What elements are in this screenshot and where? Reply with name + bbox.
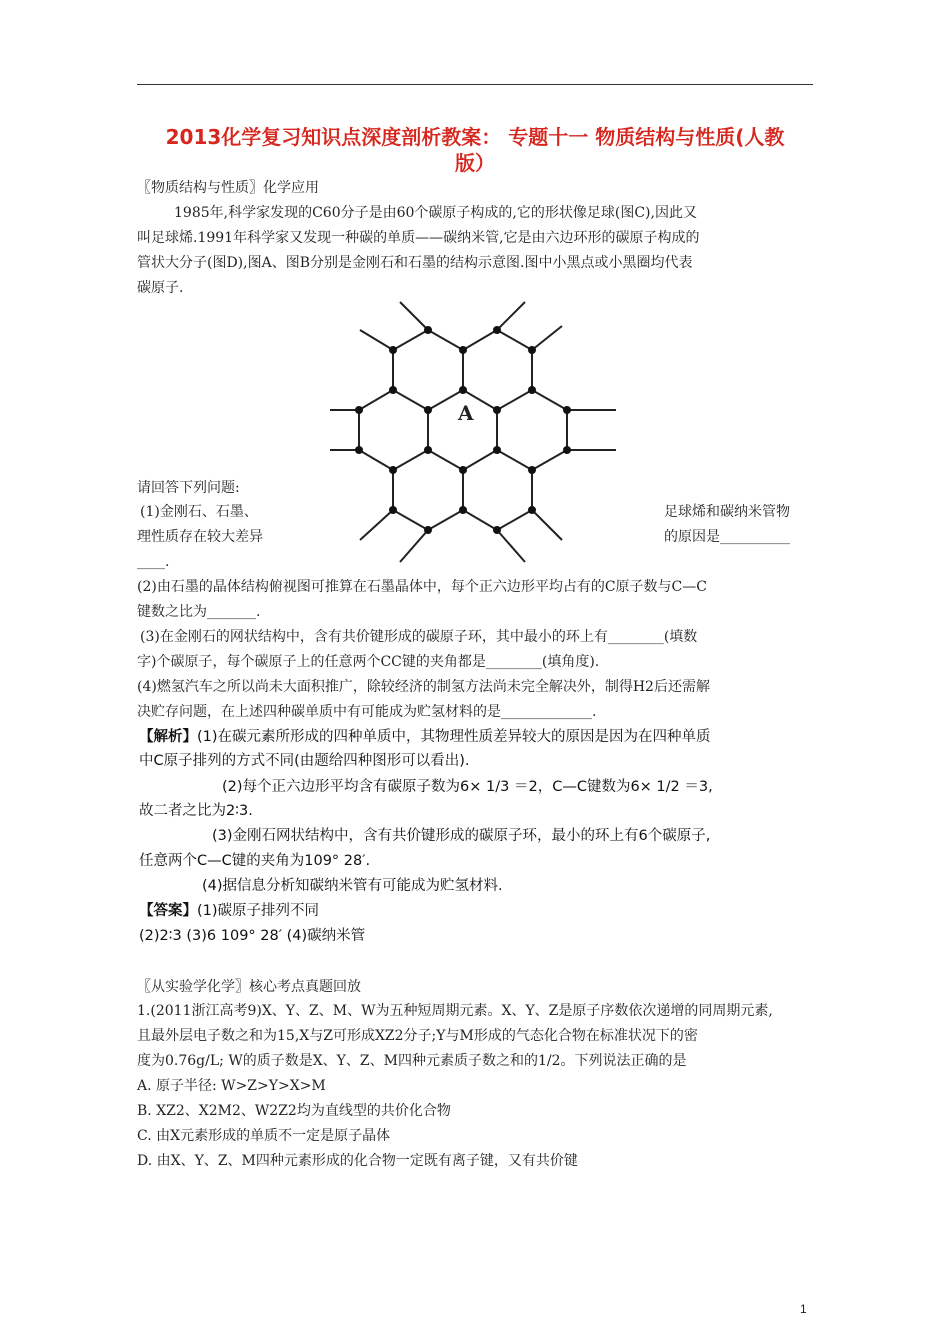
bond-line [497, 450, 532, 470]
analysis-line-2: 中C原子排列的方式不同(由题给四种图形可以看出). [139, 753, 470, 769]
carbon-atom [459, 506, 467, 514]
option-c: C. 由X元素形成的单质不一定是原子晶体 [137, 1128, 391, 1144]
problem-line-2: 且最外层电子数之和为15,X与Z可形成XZ2分子;Y与M形成的气态化合物在标准状况下的密 [137, 1028, 698, 1044]
intro-line-3: 管状大分子(图D),图A、图B分别是金刚石和石墨的结构示意图.图中小黑点或小黑圈均代表 [137, 255, 693, 271]
option-b: B. XZ2、X2M2、W2Z2均为直线型的共价化合物 [137, 1103, 451, 1119]
q1-right-a: 足球烯和碳纳米管物 [664, 504, 790, 520]
intro-line-2: 叫足球烯.1991年科学家又发现一种碳的单质——碳纳米管,它是由六边环形的碳原子构成的 [137, 230, 700, 246]
option-d: D. 由X、Y、Z、M四种元素形成的化合物一定既有离子键，又有共价键 [137, 1153, 578, 1169]
problem-line-1: 1.(2011浙江高考9)X、Y、Z、M、W为五种短周期元素。X、Y、Z是原子序数依次递增的同周期元素, [137, 1003, 773, 1019]
carbon-atom [493, 326, 501, 334]
answer-line-1: 【答案】(1)碳原子排列不同 [139, 903, 320, 919]
bond-line [497, 390, 532, 410]
bond-line [497, 330, 532, 350]
q1-left-a: (1)金刚石、石墨、 [140, 504, 258, 520]
bond-line [497, 510, 532, 530]
q1-right-b: 的原因是__________ [664, 529, 790, 545]
bond-line [428, 330, 463, 350]
page-title [137, 124, 813, 176]
analysis-line-4: 故二者之比为2∶3. [139, 803, 253, 819]
q2-line-1: (2)由石墨的晶体结构俯视图可推算在石墨晶体中，每个正六边形平均占有的C原子数与C—C [137, 579, 707, 595]
answer-line-2: (2)2∶3 (3)6 109° 28′ (4)碳纳米管 [139, 928, 366, 944]
page-number: 1 [800, 1302, 807, 1316]
carbon-atom [563, 406, 571, 414]
q3-line-2: 字)个碳原子，每个碳原子上的任意两个CC键的夹角都是________(填角度). [137, 654, 600, 670]
section1-heading: 〖物质结构与性质〗化学应用 [137, 180, 319, 196]
carbon-atom [563, 446, 571, 454]
diagram-label: A [458, 401, 474, 425]
analysis-line-1: 【解析】(1)在碳元素所形成的四种单质中，其物理性质差异较大的原因是因为在四种单质 [139, 729, 711, 745]
section2-heading: 〖从实验学化学〗核心考点真题回放 [137, 979, 361, 995]
q2-line-2: 键数之比为_______. [137, 604, 261, 620]
carbon-atom [459, 466, 467, 474]
q4-line-1: (4)燃氢汽车之所以尚未大面积推广，除较经济的制氢方法尚未完全解决外，制得H2后还需解 [137, 679, 710, 695]
carbon-atom [424, 406, 432, 414]
analysis-line-7: (4)据信息分析知碳纳米管有可能成为贮氢材料. [202, 878, 503, 894]
bond-stub [497, 302, 525, 330]
bond-stub [400, 302, 428, 330]
bond-line [393, 390, 428, 410]
hex-lattice [330, 302, 616, 562]
carbon-atom [355, 406, 363, 414]
bond-stub [360, 330, 393, 350]
carbon-atom [493, 526, 501, 534]
bond-stub [400, 530, 428, 562]
carbon-atom [389, 506, 397, 514]
bond-stub [497, 530, 525, 562]
bond-stub [532, 510, 562, 540]
bond-line [532, 390, 567, 410]
answer-tag: 【答案】 [139, 903, 197, 919]
title-line-1: 2013化学复习知识点深度剖析教案： 专题十一 物质结构与性质(人教 [165, 125, 785, 149]
q3-line-1: (3)在金刚石的网状结构中，含有共价键形成的碳原子环，其中最小的环上有________(填数 [140, 629, 698, 645]
analysis-line-5: (3)金刚石网状结构中，含有共价键形成的碳原子环，最小的环上有6个碳原子, [212, 828, 711, 844]
analysis-line-6: 任意两个C—C键的夹角为109° 28′. [139, 853, 371, 869]
carbon-atom [355, 446, 363, 454]
bond-line [463, 450, 497, 470]
title-line-2: 版） [455, 151, 495, 175]
bond-line [393, 510, 428, 530]
carbon-atom [459, 386, 467, 394]
bond-line [428, 450, 463, 470]
intro-line-4: 碳原子. [137, 280, 184, 296]
carbon-atom [528, 506, 536, 514]
bond-stub [360, 510, 393, 540]
bond-line [428, 510, 463, 530]
carbon-atom [424, 446, 432, 454]
q4-line-2: 决贮存问题，在上述四种碳单质中有可能成为贮氢材料的是_____________. [137, 704, 597, 720]
header-rule [137, 84, 813, 85]
carbon-atom [389, 466, 397, 474]
carbon-atom [528, 386, 536, 394]
intro-line-1: 1985年,科学家发现的C60分子是由60个碳原子构成的,它的形状像足球(图C),因此又 [174, 205, 697, 221]
bond-line [393, 330, 428, 350]
q1-tail: ____. [137, 554, 170, 570]
problem-line-3: 度为0.76g/L; W的质子数是X、Y、Z、M四种元素质子数之和的1/2。下列说法正确的是 [137, 1053, 687, 1069]
carbon-atom [424, 526, 432, 534]
carbon-atom [528, 346, 536, 354]
carbon-atom [528, 466, 536, 474]
option-a: A. 原子半径: W>Z>Y>X>M [137, 1078, 326, 1094]
q1-left-b: 理性质存在较大差异 [137, 529, 263, 545]
bond-stub [532, 326, 562, 350]
carbon-atom [389, 386, 397, 394]
question-prompt: 请回答下列问题: [137, 480, 240, 496]
analysis-line-3: (2)每个正六边形平均含有碳原子数为6× 1/3 ＝2，C—C键数为6× 1/2 ＝3, [222, 779, 713, 795]
carbon-atom [424, 326, 432, 334]
bond-line [463, 330, 497, 350]
bond-line [532, 450, 567, 470]
bond-line [463, 510, 497, 530]
analysis-tag: 【解析】 [139, 729, 197, 745]
diamond-structure-diagram [320, 300, 620, 568]
carbon-atom [389, 346, 397, 354]
bond-line [359, 390, 393, 410]
bond-line [393, 450, 428, 470]
bond-line [359, 450, 393, 470]
carbon-atom [459, 346, 467, 354]
carbon-atom [493, 446, 501, 454]
carbon-atom [493, 406, 501, 414]
